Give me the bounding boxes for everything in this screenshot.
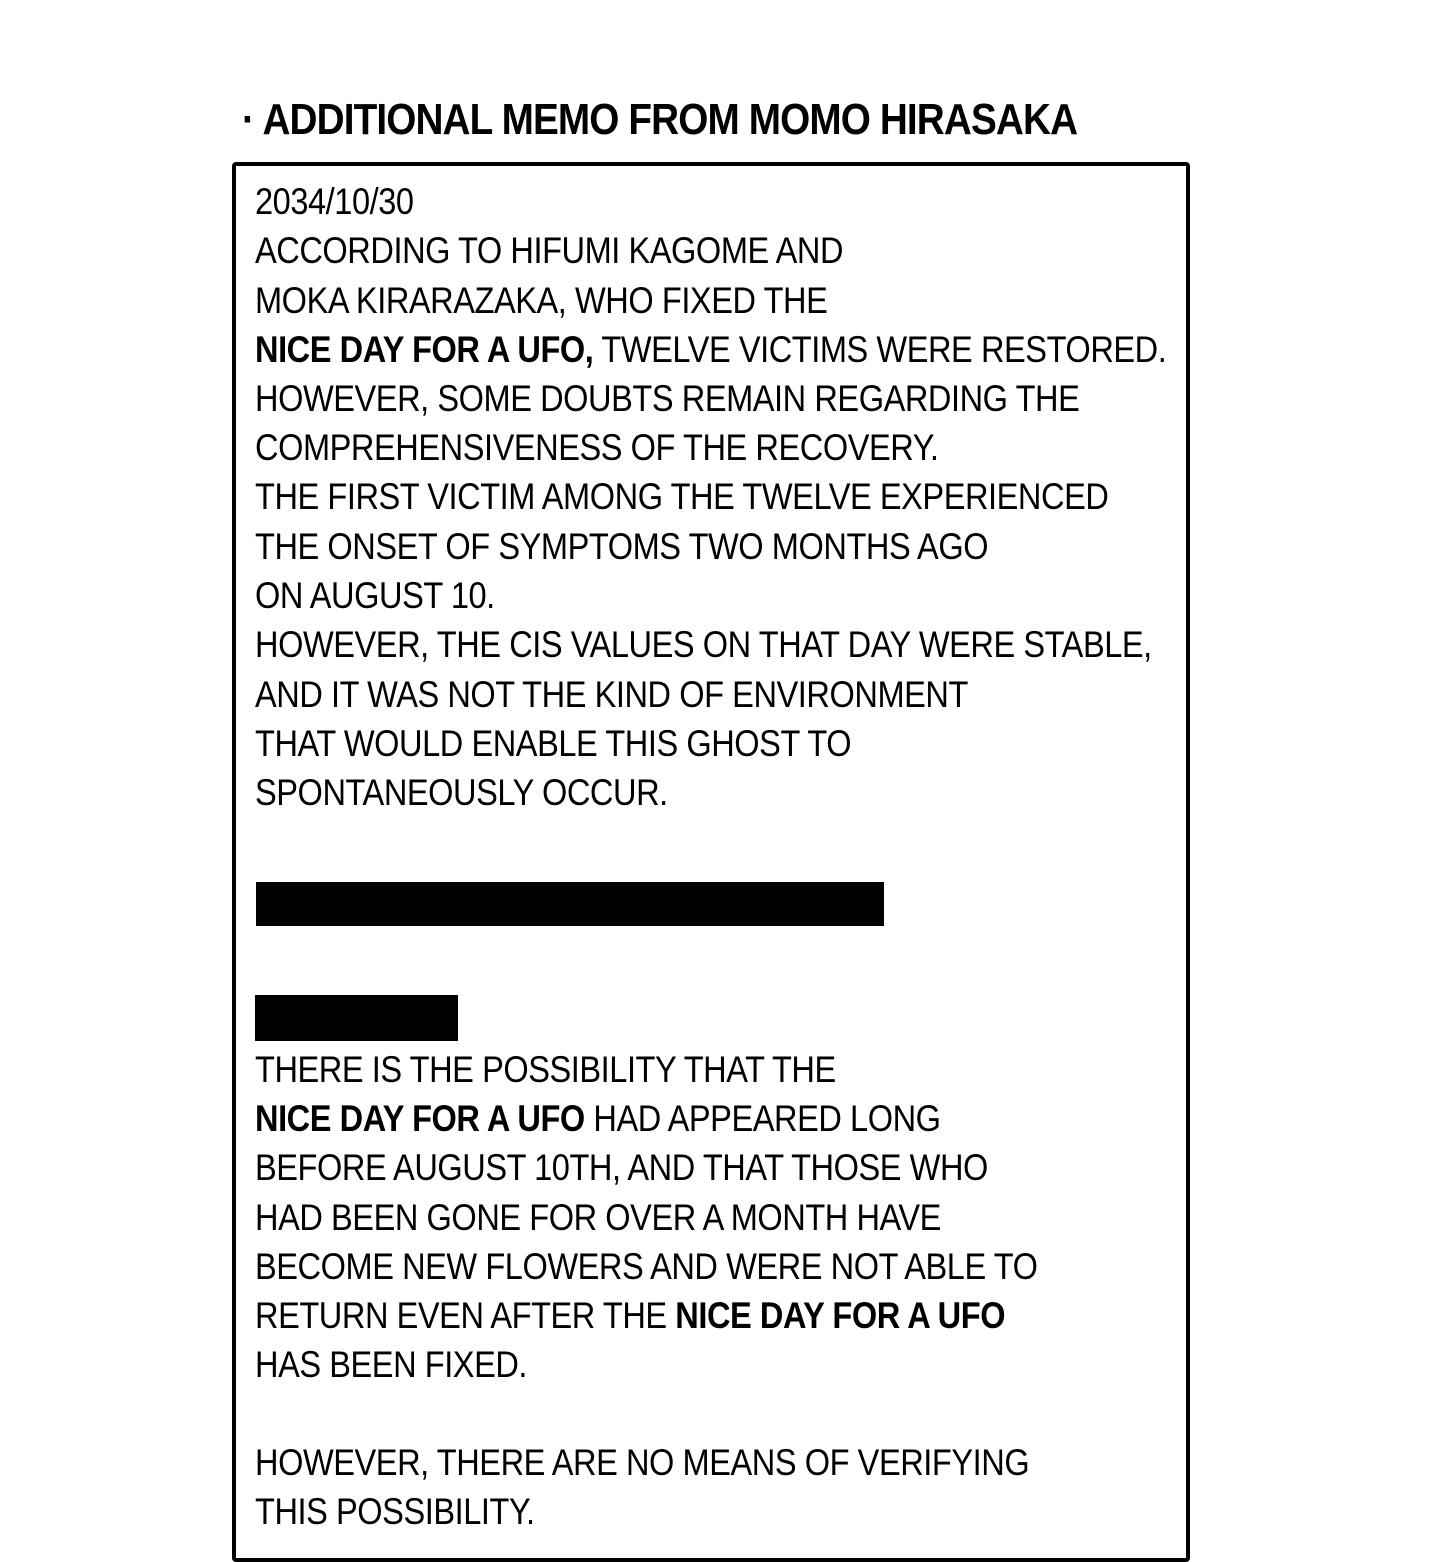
memo-line: HOWEVER, THERE ARE NO MEANS OF VERIFYING (255, 1442, 1030, 1483)
memo-line (255, 328, 1166, 372)
memo-heading: · ADDITIONAL MEMO FROM MOMO HIRASAKA (242, 95, 1078, 144)
memo-line (255, 1097, 941, 1141)
memo-line: THERE IS THE POSSIBILITY THAT THE (255, 1049, 836, 1090)
memo-line: BEFORE AUGUST 10TH, AND THAT THOSE WHO (255, 1147, 988, 1188)
memo-line: HOWEVER, THE CIS VALUES ON THAT DAY WERE STABLE, (255, 624, 1152, 665)
memo-line: AND IT WAS NOT THE KIND OF ENVIRONMENT (255, 674, 968, 715)
memo-line: ON AUGUST 10. (255, 575, 495, 616)
memo-date: 2034/10/30 (255, 181, 414, 222)
memo-line: HOWEVER, SOME DOUBTS REMAIN REGARDING THE (255, 378, 1080, 419)
memo-line: THE ONSET OF SYMPTOMS TWO MONTHS AGO (255, 526, 989, 567)
memo-line: COMPREHENSIVENESS OF THE RECOVERY. (255, 427, 939, 468)
memo-line (255, 1294, 1005, 1338)
memo-line-text: RETURN EVEN AFTER THE (255, 1295, 676, 1336)
memo-line: BECOME NEW FLOWERS AND WERE NOT ABLE TO (255, 1246, 1038, 1287)
memo-line-text: TWELVE VICTIMS WERE RESTORED. (593, 329, 1167, 370)
memo-line: MOKA KIRARAZAKA, WHO FIXED THE (255, 280, 828, 321)
memo-line-text: HAD APPEARED LONG (584, 1098, 941, 1139)
redaction-bar (256, 882, 884, 926)
memo-line: THIS POSSIBILITY. (255, 1491, 535, 1532)
memo-line: THAT WOULD ENABLE THIS GHOST TO (255, 723, 852, 764)
ufo-name-bold: NICE DAY FOR A UFO (675, 1295, 1006, 1336)
ufo-name-bold: NICE DAY FOR A UFO, (255, 329, 594, 370)
memo-line: HAD BEEN GONE FOR OVER A MONTH HAVE (255, 1197, 941, 1238)
memo-line: THE FIRST VICTIM AMONG THE TWELVE EXPERIENCED (255, 476, 1109, 517)
memo-line: SPONTANEOUSLY OCCUR. (255, 772, 668, 813)
redaction-bar (255, 995, 458, 1041)
ufo-name-bold: NICE DAY FOR A UFO (255, 1098, 585, 1139)
memo-line: ACCORDING TO HIFUMI KAGOME AND (255, 230, 844, 271)
memo-line: HAS BEEN FIXED. (255, 1344, 528, 1385)
